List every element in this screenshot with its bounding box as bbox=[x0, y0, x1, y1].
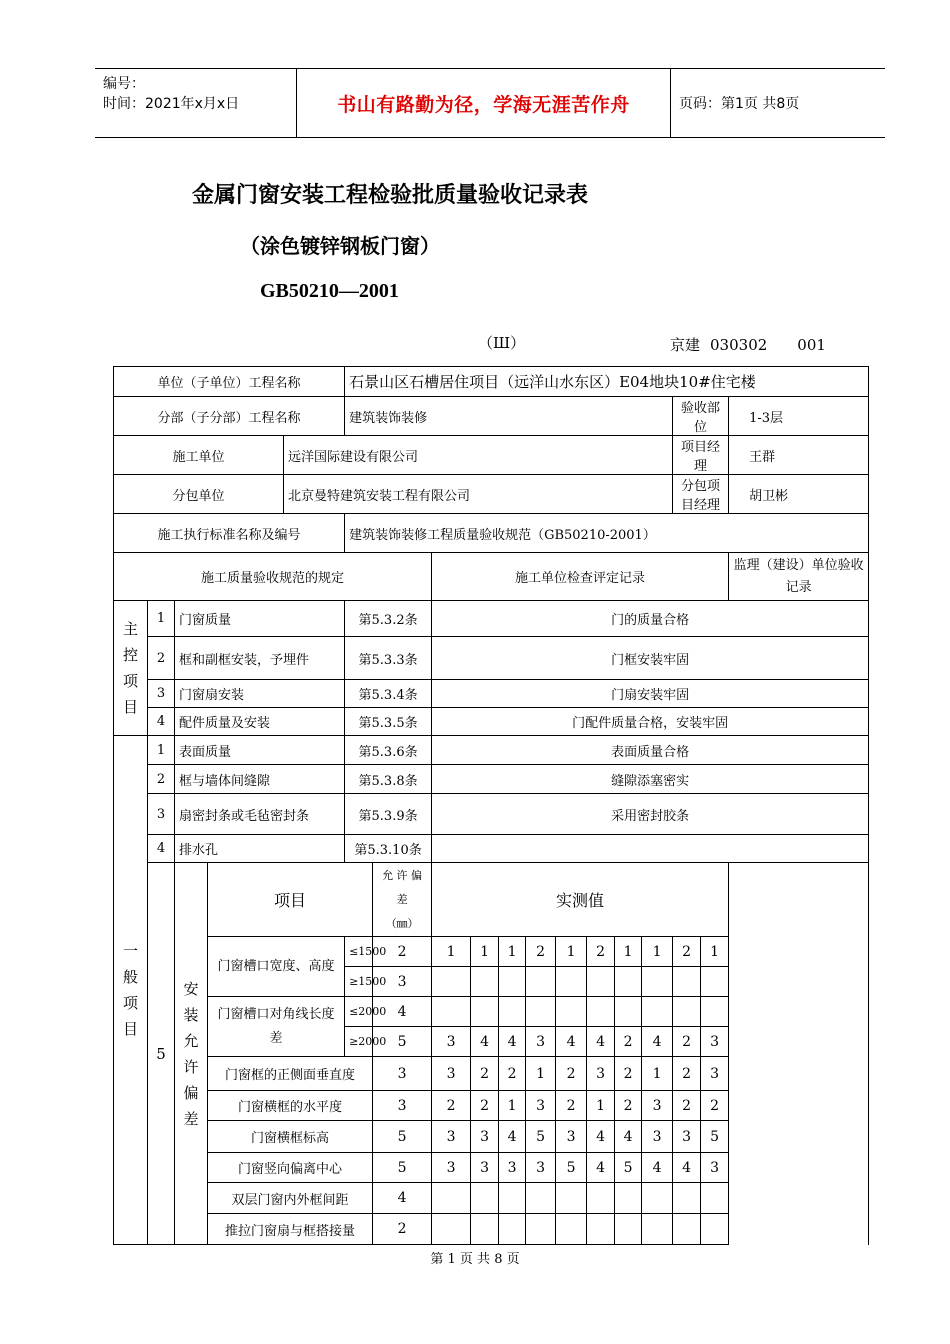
table-row bbox=[114, 736, 869, 765]
measured-value: 2 bbox=[673, 1057, 701, 1091]
table-row bbox=[114, 835, 869, 863]
measured-value bbox=[499, 1183, 526, 1214]
measured-value: 2 bbox=[615, 1027, 642, 1057]
measured-value: 4 bbox=[615, 1121, 642, 1153]
tol-item: 门窗横框的水平度 bbox=[208, 1091, 373, 1121]
header-page-cell bbox=[671, 69, 885, 137]
doc-standard: GB50210—2001 bbox=[260, 280, 399, 302]
tol-item: 门窗框的正侧面垂直度 bbox=[208, 1057, 373, 1091]
measured-value bbox=[587, 967, 615, 997]
table-row bbox=[114, 601, 869, 637]
header-motto-cell bbox=[297, 69, 671, 137]
tol-row bbox=[114, 997, 869, 1027]
pm-value: 王群 bbox=[729, 436, 869, 475]
measured-value: 1 bbox=[526, 1057, 556, 1091]
measured-value: 2 bbox=[673, 1091, 701, 1121]
measured-value bbox=[587, 997, 615, 1027]
col-record-header: 施工单位检查评定记录 bbox=[432, 553, 729, 601]
page-header bbox=[95, 68, 885, 138]
tol-item: 双层门窗内外框间距 bbox=[208, 1183, 373, 1214]
row-record bbox=[432, 835, 869, 863]
measured-value bbox=[556, 1183, 587, 1214]
measured-value bbox=[556, 967, 587, 997]
row-no: 2 bbox=[148, 765, 175, 794]
sub-pm-value: 胡卫彬 bbox=[729, 475, 869, 514]
row-no: 1 bbox=[148, 601, 175, 637]
tol-measured-header: 实测值 bbox=[432, 863, 729, 937]
table-row bbox=[114, 637, 869, 680]
measured-value bbox=[471, 1214, 499, 1245]
slot-width-label: 门窗槽口宽度、高度 bbox=[208, 937, 345, 997]
page-info: 页码：第1页 共8页 bbox=[679, 96, 800, 112]
measured-value: 3 bbox=[432, 1027, 471, 1057]
table-row bbox=[114, 708, 869, 736]
measured-value bbox=[526, 1183, 556, 1214]
measured-value bbox=[615, 1183, 642, 1214]
measured-value bbox=[499, 967, 526, 997]
measured-value: 2 bbox=[673, 1027, 701, 1057]
form-code-prefix: 京建 bbox=[670, 336, 701, 354]
doc-title: 金属门窗安装工程检验批质量验收记录表 bbox=[192, 183, 589, 208]
measured-value: 2 bbox=[556, 1091, 587, 1121]
page-footer: 第 1 页 共 8 页 bbox=[430, 1252, 520, 1267]
inspect-part-label: 验收部位 bbox=[673, 397, 729, 436]
measured-value: 2 bbox=[701, 1091, 729, 1121]
cond-ge2000: ≥2000 bbox=[345, 1027, 373, 1057]
inspect-part-value: 1-3层 bbox=[729, 397, 869, 436]
measured-value bbox=[673, 1214, 701, 1245]
project-label: 单位（子单位）工程名称 bbox=[114, 367, 345, 397]
measured-value: 1 bbox=[432, 937, 471, 967]
tol-item: 门窗横框标高 bbox=[208, 1121, 373, 1153]
row-clause: 第5.3.2条 bbox=[345, 601, 432, 637]
info-row-contractor bbox=[114, 436, 869, 475]
tol-value: 3 bbox=[373, 1091, 432, 1121]
row-item: 扇密封条或毛毡密封条 bbox=[175, 794, 345, 835]
measured-value: 4 bbox=[642, 1153, 673, 1183]
measured-value: 3 bbox=[701, 1027, 729, 1057]
measured-value: 1 bbox=[701, 937, 729, 967]
measured-value bbox=[432, 997, 471, 1027]
row-item: 框和副框安装，予埋件 bbox=[175, 637, 345, 680]
row-clause: 第5.3.5条 bbox=[345, 708, 432, 736]
slot-diag-label: 门窗槽口对角线长度差 bbox=[208, 997, 345, 1057]
measured-value: 1 bbox=[615, 937, 642, 967]
measured-value: 1 bbox=[499, 937, 526, 967]
row-no: 2 bbox=[148, 637, 175, 680]
cond-ge1500: ≥1500 bbox=[345, 967, 373, 997]
measured-value: 4 bbox=[587, 1153, 615, 1183]
row-clause: 第5.3.4条 bbox=[345, 680, 432, 708]
measured-value bbox=[432, 967, 471, 997]
measured-value: 4 bbox=[499, 1121, 526, 1153]
tolerance-header-row bbox=[114, 863, 869, 937]
measured-value bbox=[432, 1183, 471, 1214]
measured-value bbox=[526, 1214, 556, 1245]
measured-value: 2 bbox=[526, 937, 556, 967]
measured-value: 3 bbox=[526, 1027, 556, 1057]
measured-value: 4 bbox=[587, 1121, 615, 1153]
measured-value: 3 bbox=[642, 1121, 673, 1153]
cond-le2000: ≤2000 bbox=[345, 997, 373, 1027]
tolerance-no: 5 bbox=[148, 863, 175, 1245]
measured-value: 2 bbox=[615, 1091, 642, 1121]
tol-allow-header: 允 许 偏 差 （㎜） bbox=[373, 863, 432, 937]
measured-value: 3 bbox=[526, 1091, 556, 1121]
row-item: 门窗扇安装 bbox=[175, 680, 345, 708]
measured-value bbox=[673, 997, 701, 1027]
measured-value bbox=[701, 1183, 729, 1214]
table-row bbox=[114, 794, 869, 835]
table-row bbox=[114, 765, 869, 794]
header-meta bbox=[95, 69, 297, 137]
table-row bbox=[114, 680, 869, 708]
tol-value: 5 bbox=[373, 1121, 432, 1153]
measured-value: 1 bbox=[642, 1057, 673, 1091]
row-item: 框与墙体间缝隙 bbox=[175, 765, 345, 794]
measured-value: 4 bbox=[499, 1027, 526, 1057]
measured-value: 3 bbox=[642, 1091, 673, 1121]
measured-value bbox=[701, 1214, 729, 1245]
measured-value: 3 bbox=[673, 1121, 701, 1153]
measured-value: 2 bbox=[673, 937, 701, 967]
row-no: 4 bbox=[148, 835, 175, 863]
form-seq: 001 bbox=[797, 336, 826, 354]
row-record: 门配件质量合格，安装牢固 bbox=[432, 708, 869, 736]
general-label: 一 般 项 目 bbox=[114, 736, 148, 1245]
row-item: 排水孔 bbox=[175, 835, 345, 863]
tol-row bbox=[114, 1091, 869, 1121]
tol-item: 推拉门窗扇与框搭接量 bbox=[208, 1214, 373, 1245]
measured-value bbox=[556, 997, 587, 1027]
row-record: 表面质量合格 bbox=[432, 736, 869, 765]
measured-value: 1 bbox=[499, 1091, 526, 1121]
contractor-value: 远洋国际建设有限公司 bbox=[284, 436, 673, 475]
measured-value: 1 bbox=[642, 937, 673, 967]
row-item: 表面质量 bbox=[175, 736, 345, 765]
measured-value: 4 bbox=[587, 1027, 615, 1057]
record-table bbox=[113, 366, 869, 1245]
tol-row bbox=[114, 1057, 869, 1091]
row-no: 4 bbox=[148, 708, 175, 736]
code-label: 编号： bbox=[103, 76, 145, 92]
measured-value: 1 bbox=[587, 1091, 615, 1121]
measured-value bbox=[471, 967, 499, 997]
measured-value bbox=[615, 967, 642, 997]
row-item: 配件质量及安装 bbox=[175, 708, 345, 736]
measured-value: 3 bbox=[499, 1153, 526, 1183]
row-no: 3 bbox=[148, 680, 175, 708]
measured-value: 3 bbox=[471, 1153, 499, 1183]
form-code-number: 030302 bbox=[710, 336, 768, 354]
standard-label: 施工执行标准名称及编号 bbox=[114, 514, 345, 553]
measured-value bbox=[556, 1214, 587, 1245]
sub-pm-label: 分包项目经理 bbox=[673, 475, 729, 514]
tol-item: 门窗竖向偏离中心 bbox=[208, 1153, 373, 1183]
measured-value: 1 bbox=[556, 937, 587, 967]
measured-value: 3 bbox=[432, 1057, 471, 1091]
measured-value: 2 bbox=[587, 937, 615, 967]
row-record: 门扇安装牢固 bbox=[432, 680, 869, 708]
info-row-subcontractor bbox=[114, 475, 869, 514]
col-spec-header: 施工质量验收规范的规定 bbox=[114, 553, 432, 601]
measured-value bbox=[642, 1183, 673, 1214]
measured-value: 4 bbox=[673, 1153, 701, 1183]
tol-value: 3 bbox=[373, 1057, 432, 1091]
doc-subtitle: （涂色镀锌钢板门窗） bbox=[240, 234, 440, 258]
row-item: 门窗质量 bbox=[175, 601, 345, 637]
measured-value: 5 bbox=[701, 1121, 729, 1153]
motto: 书山有路勤为径，学海无涯苦作舟 bbox=[337, 93, 630, 116]
measured-value bbox=[615, 997, 642, 1027]
measured-value: 3 bbox=[432, 1153, 471, 1183]
row-no: 3 bbox=[148, 794, 175, 835]
measured-value bbox=[673, 1183, 701, 1214]
row-record: 门的质量合格 bbox=[432, 601, 869, 637]
row-clause: 第5.3.6条 bbox=[345, 736, 432, 765]
column-header-row bbox=[114, 553, 869, 601]
measured-value: 2 bbox=[432, 1091, 471, 1121]
measured-value: 2 bbox=[471, 1091, 499, 1121]
info-row-project bbox=[114, 367, 869, 397]
row-clause: 第5.3.8条 bbox=[345, 765, 432, 794]
measured-value bbox=[701, 997, 729, 1027]
row-record: 门框安装牢固 bbox=[432, 637, 869, 680]
measured-value: 3 bbox=[701, 1153, 729, 1183]
form-code bbox=[670, 334, 826, 355]
tol-item-header: 项目 bbox=[208, 863, 373, 937]
tol-value: 4 bbox=[373, 997, 432, 1027]
subcontractor-value: 北京曼特建筑安装工程有限公司 bbox=[284, 475, 673, 514]
measured-value: 2 bbox=[556, 1057, 587, 1091]
row-no: 1 bbox=[148, 736, 175, 765]
measured-value bbox=[673, 967, 701, 997]
measured-value: 4 bbox=[642, 1027, 673, 1057]
measured-value bbox=[642, 967, 673, 997]
measured-value: 3 bbox=[471, 1121, 499, 1153]
tolerance-label: 安 装 允 许 偏 差 bbox=[175, 863, 208, 1245]
subcontractor-label: 分包单位 bbox=[114, 475, 284, 514]
measured-value bbox=[642, 997, 673, 1027]
main-control-label: 主 控 项 目 bbox=[114, 601, 148, 736]
measured-value bbox=[587, 1214, 615, 1245]
tol-value: 5 bbox=[373, 1153, 432, 1183]
row-record: 缝隙添塞密实 bbox=[432, 765, 869, 794]
row-clause: 第5.3.10条 bbox=[345, 835, 432, 863]
pm-label: 项目经理 bbox=[673, 436, 729, 475]
tol-value: 2 bbox=[373, 1214, 432, 1245]
measured-value: 3 bbox=[556, 1121, 587, 1153]
measured-value: 2 bbox=[471, 1057, 499, 1091]
measured-value bbox=[701, 967, 729, 997]
measured-value: 3 bbox=[701, 1057, 729, 1091]
measured-value bbox=[526, 997, 556, 1027]
measured-value: 3 bbox=[432, 1121, 471, 1153]
measured-value bbox=[471, 1183, 499, 1214]
info-row-division bbox=[114, 397, 869, 436]
measured-value bbox=[499, 997, 526, 1027]
row-record: 采用密封胶条 bbox=[432, 794, 869, 835]
measured-value bbox=[615, 1214, 642, 1245]
time-label: 时间：2021年x月x日 bbox=[103, 96, 240, 112]
tol-value: 2 bbox=[373, 937, 432, 967]
division-value: 建筑装饰装修 bbox=[345, 397, 673, 436]
tol-row bbox=[114, 1214, 869, 1245]
measured-value: 3 bbox=[526, 1153, 556, 1183]
measured-value: 5 bbox=[526, 1121, 556, 1153]
division-label: 分部（子分部）工程名称 bbox=[114, 397, 345, 436]
measured-value bbox=[499, 1214, 526, 1245]
tol-value: 3 bbox=[373, 967, 432, 997]
measured-value: 2 bbox=[499, 1057, 526, 1091]
col-supervision-header: 监理（建设）单位验收记录 bbox=[729, 553, 869, 601]
measured-value bbox=[587, 1183, 615, 1214]
tol-value: 4 bbox=[373, 1183, 432, 1214]
info-row-standard bbox=[114, 514, 869, 553]
contractor-label: 施工单位 bbox=[114, 436, 284, 475]
measured-value bbox=[526, 967, 556, 997]
row-clause: 第5.3.3条 bbox=[345, 637, 432, 680]
measured-value: 3 bbox=[587, 1057, 615, 1091]
measured-value: 4 bbox=[556, 1027, 587, 1057]
row-clause: 第5.3.9条 bbox=[345, 794, 432, 835]
tol-row bbox=[114, 1153, 869, 1183]
doc-volume: （Ш） bbox=[478, 334, 526, 352]
measured-value: 5 bbox=[615, 1153, 642, 1183]
measured-value bbox=[642, 1214, 673, 1245]
tol-value: 5 bbox=[373, 1027, 432, 1057]
standard-value: 建筑装饰装修工程质量验收规范（GB50210-2001） bbox=[345, 514, 869, 553]
tol-row bbox=[114, 1183, 869, 1214]
project-value: 石景山区石槽居住项目（远洋山水东区）E04地块10#住宅楼 bbox=[345, 367, 869, 397]
measured-value: 1 bbox=[471, 937, 499, 967]
measured-value: 5 bbox=[556, 1153, 587, 1183]
measured-value: 4 bbox=[471, 1027, 499, 1057]
cond-le1500: ≤1500 bbox=[345, 937, 373, 967]
tol-row bbox=[114, 937, 869, 967]
measured-value bbox=[471, 997, 499, 1027]
tol-row bbox=[114, 1121, 869, 1153]
measured-value: 2 bbox=[615, 1057, 642, 1091]
measured-value bbox=[432, 1214, 471, 1245]
